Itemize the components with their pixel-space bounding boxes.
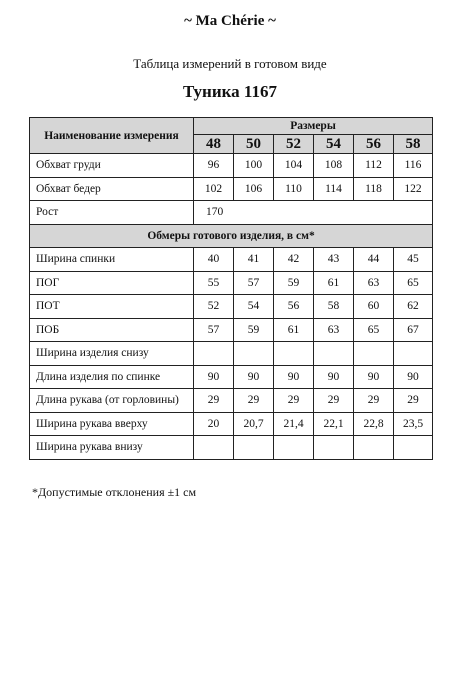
document-subtitle: Таблица измерений в готовом виде	[133, 56, 327, 71]
row-value: 43	[314, 248, 354, 272]
row-value: 116	[394, 154, 433, 178]
row-value	[354, 342, 394, 366]
row-value: 57	[194, 318, 234, 342]
table-row	[30, 342, 433, 366]
row-value: 22,1	[314, 412, 354, 436]
row-value: 54	[234, 295, 274, 319]
row-value: 60	[354, 295, 394, 319]
row-value: 52	[194, 295, 234, 319]
row-value: 63	[314, 318, 354, 342]
row-label: Ширина рукава внизу	[30, 436, 194, 460]
row-value: 112	[354, 154, 394, 178]
row-value: 41	[234, 248, 274, 272]
table-row	[30, 295, 433, 319]
row-value: 20	[194, 412, 234, 436]
row-value: 29	[354, 389, 394, 413]
row-value: 110	[274, 177, 314, 201]
product-title: Туника 1167	[183, 82, 277, 101]
row-label: Ширина спинки	[30, 248, 194, 272]
row-value: 102	[194, 177, 234, 201]
row-value: 29	[314, 389, 354, 413]
row-value: 61	[314, 271, 354, 295]
row-label: ПОБ	[30, 318, 194, 342]
row-value: 56	[274, 295, 314, 319]
row-value: 122	[394, 177, 433, 201]
row-value: 90	[394, 365, 433, 389]
row-value: 100	[234, 154, 274, 178]
row-value: 90	[194, 365, 234, 389]
row-value: 29	[394, 389, 433, 413]
size-header-cell: 54	[314, 135, 354, 154]
table-row	[30, 201, 433, 225]
footnote: *Допустимые отклонения ±1 см	[32, 485, 197, 499]
row-value	[194, 436, 234, 460]
table-row	[30, 436, 433, 460]
row-label: Ширина рукава вверху	[30, 412, 194, 436]
row-value: 90	[274, 365, 314, 389]
row-value	[194, 342, 234, 366]
row-label: Ширина изделия снизу	[30, 342, 194, 366]
row-value: 90	[354, 365, 394, 389]
table-row	[30, 318, 433, 342]
row-label: Длина изделия по спинке	[30, 365, 194, 389]
row-value	[314, 436, 354, 460]
sizes-header: Размеры	[194, 118, 433, 135]
row-value: 22,8	[354, 412, 394, 436]
row-value: 45	[394, 248, 433, 272]
table-row	[30, 365, 433, 389]
row-value: 55	[194, 271, 234, 295]
row-value: 20,7	[234, 412, 274, 436]
row-value: 23,5	[394, 412, 433, 436]
row-value: 21,4	[274, 412, 314, 436]
row-label: Обхват бедер	[30, 177, 194, 201]
row-value: 40	[194, 248, 234, 272]
table-row	[30, 177, 433, 201]
brand-title: ~ Ma Chérie ~	[184, 13, 276, 29]
table-row	[30, 412, 433, 436]
row-value: 65	[354, 318, 394, 342]
row-label: Обхват груди	[30, 154, 194, 178]
size-header-cell: 50	[234, 135, 274, 154]
row-value: 59	[234, 318, 274, 342]
row-value: 29	[274, 389, 314, 413]
row-value: 57	[234, 271, 274, 295]
row-value	[394, 342, 433, 366]
row-value: 58	[314, 295, 354, 319]
row-label: Длина рукава (от горловины)	[30, 389, 194, 413]
table-row	[30, 154, 433, 178]
measurement-name-header: Наименование измерения	[30, 118, 194, 154]
size-table	[29, 117, 433, 460]
row-value	[274, 342, 314, 366]
table-row	[30, 389, 433, 413]
row-value: 90	[314, 365, 354, 389]
row-value: 59	[274, 271, 314, 295]
row-value: 62	[394, 295, 433, 319]
row-value: 96	[194, 154, 234, 178]
row-value: 170	[194, 201, 433, 225]
row-value: 29	[234, 389, 274, 413]
row-value: 118	[354, 177, 394, 201]
row-label: ПОГ	[30, 271, 194, 295]
row-value: 63	[354, 271, 394, 295]
row-label: ПОТ	[30, 295, 194, 319]
row-value: 44	[354, 248, 394, 272]
row-value: 65	[394, 271, 433, 295]
row-value: 42	[274, 248, 314, 272]
size-header-cell: 52	[274, 135, 314, 154]
row-value	[234, 436, 274, 460]
row-label: Рост	[30, 201, 194, 225]
row-value: 61	[274, 318, 314, 342]
row-value	[394, 436, 433, 460]
size-header-cell: 58	[394, 135, 433, 154]
section-header: Обмеры готового изделия, в см*	[30, 224, 433, 248]
row-value	[354, 436, 394, 460]
row-value: 90	[234, 365, 274, 389]
row-value: 108	[314, 154, 354, 178]
row-value: 114	[314, 177, 354, 201]
table-row	[30, 271, 433, 295]
size-header-cell: 48	[194, 135, 234, 154]
size-header-cell: 56	[354, 135, 394, 154]
row-value	[234, 342, 274, 366]
row-value: 104	[274, 154, 314, 178]
row-value: 29	[194, 389, 234, 413]
row-value: 106	[234, 177, 274, 201]
table-row	[30, 248, 433, 272]
row-value	[274, 436, 314, 460]
row-value	[314, 342, 354, 366]
row-value: 67	[394, 318, 433, 342]
